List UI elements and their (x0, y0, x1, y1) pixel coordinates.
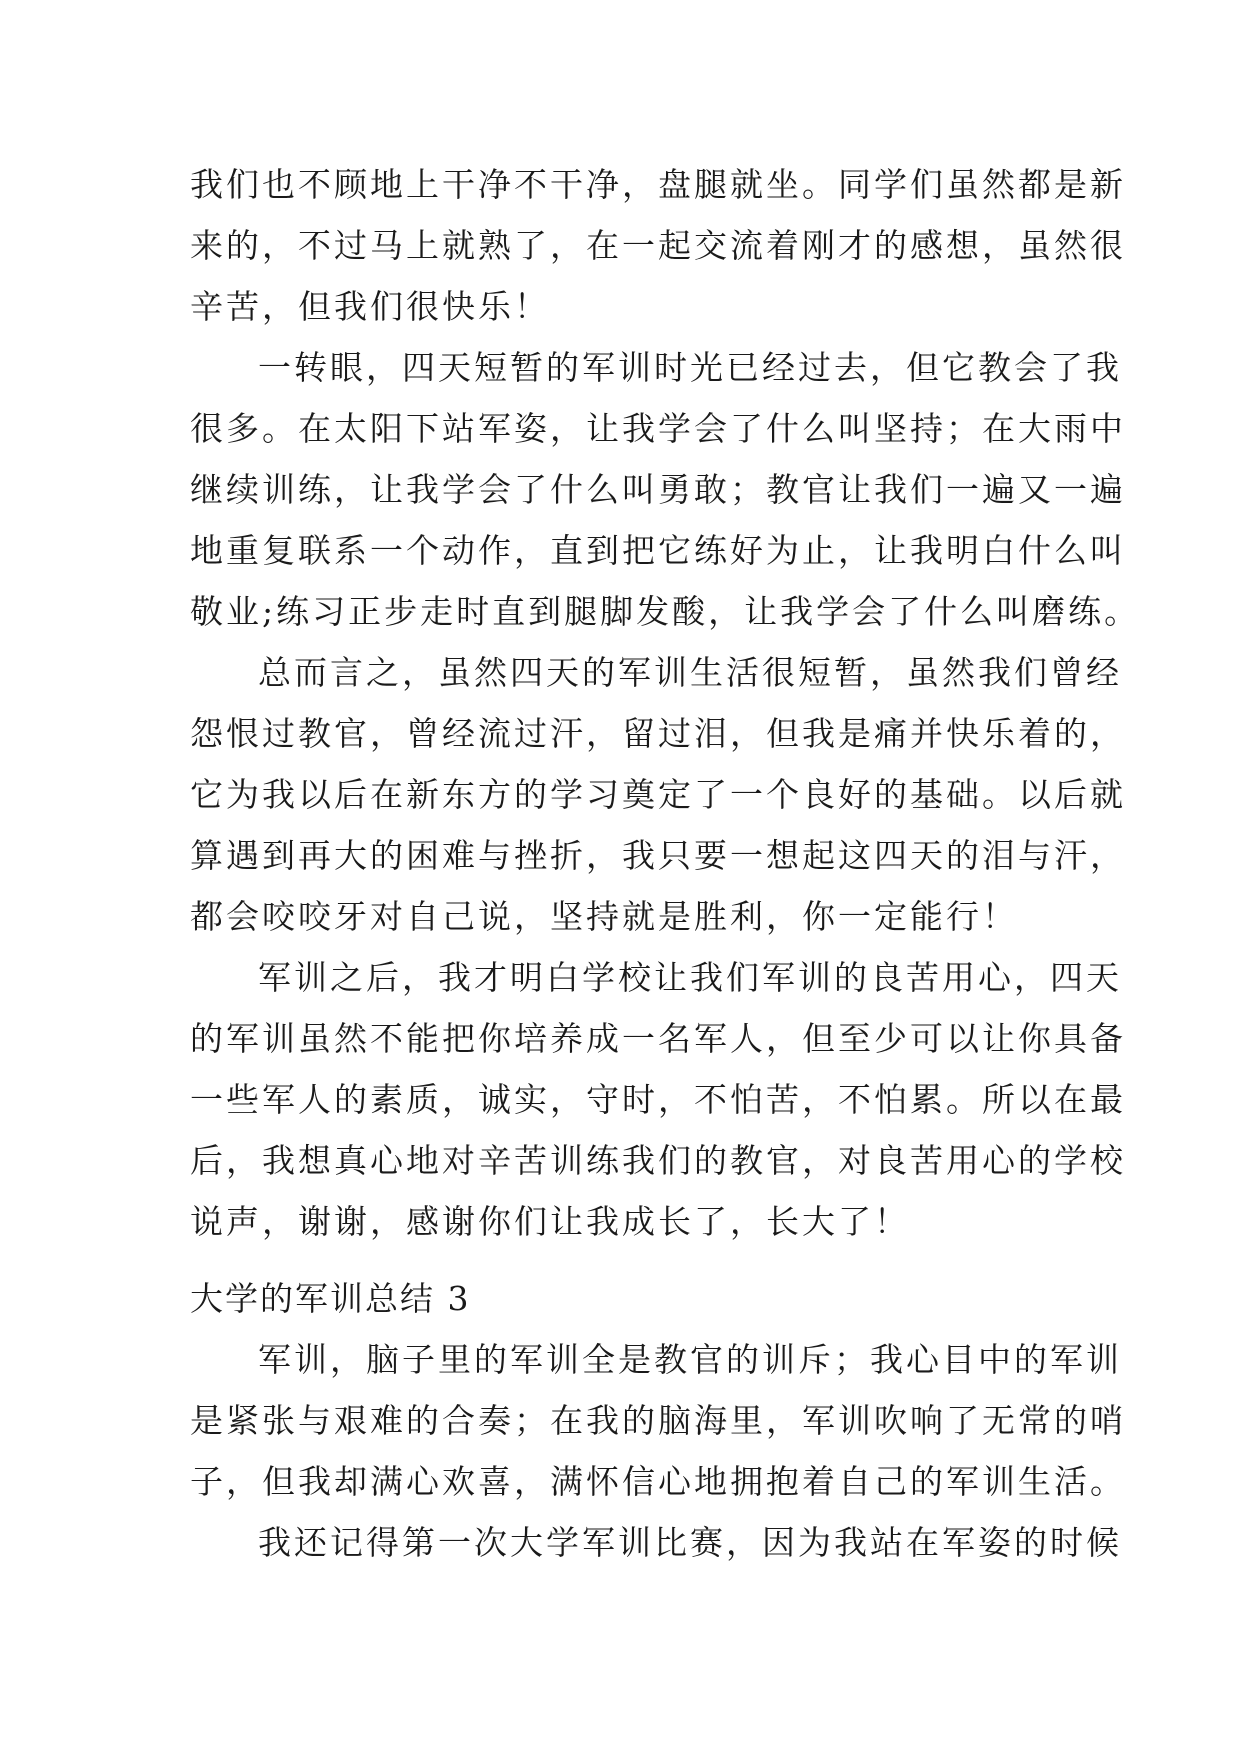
text-line: 来的，不过马上就熟了，在一起交流着刚才的感想，虽然很 (190, 226, 1126, 265)
body-text-part-1 (190, 154, 1141, 1252)
text-line: 辛苦，但我们很快乐！ (190, 287, 550, 326)
text-line: 后，我想真心地对辛苦训练我们的教官，对良苦用心的学校 (190, 1141, 1126, 1180)
text-line: 都会咬咬牙对自己说，坚持就是胜利，你一定能行！ (190, 897, 1018, 936)
text-line: 一转眼，四天短暂的军训时光已经过去，但它教会了我 (258, 348, 1122, 387)
text-line: 总而言之，虽然四天的军训生活很短暂，虽然我们曾经 (258, 653, 1122, 692)
text-line: 军训之后，我才明白学校让我们军训的良苦用心，四天 (258, 958, 1122, 997)
body-text-part-2 (190, 1329, 1126, 1573)
text-line: 算遇到再大的困难与挫折，我只要一想起这四天的泪与汗， (190, 836, 1126, 875)
text-line: 怨恨过教官，曾经流过汗，留过泪，但我是痛并快乐着的， (190, 714, 1126, 753)
text-line: 的军训虽然不能把你培养成一名军人，但至少可以让你具备 (190, 1019, 1126, 1058)
text-line: 很多。在太阳下站军姿，让我学会了什么叫坚持；在大雨中 (190, 409, 1126, 448)
text-line: 说声，谢谢，感谢你们让我成长了，长大了！ (190, 1202, 910, 1241)
text-line: 我还记得第一次大学军训比赛，因为我站在军姿的时候 (258, 1523, 1122, 1562)
text-line: 是紧张与艰难的合奏；在我的脑海里，军训吹响了无常的哨 (190, 1401, 1126, 1440)
section-title: 大学的军训总结 3 (190, 1279, 471, 1318)
text-line: 一些军人的素质，诚实，守时，不怕苦，不怕累。所以在最 (190, 1080, 1126, 1119)
text-line: 继续训练，让我学会了什么叫勇敢；教官让我们一遍又一遍 (190, 470, 1126, 509)
text-line: 敬业;练习正步走时直到腿脚发酸，让我学会了什么叫磨练。 (190, 592, 1141, 631)
text-line: 地重复联系一个动作，直到把它练好为止，让我明白什么叫 (190, 531, 1126, 570)
text-line: 我们也不顾地上干净不干净，盘腿就坐。同学们虽然都是新 (190, 165, 1126, 204)
text-line: 军训，脑子里的军训全是教官的训斥；我心目中的军训 (258, 1340, 1122, 1379)
text-line: 子，但我却满心欢喜，满怀信心地拥抱着自己的军训生活。 (190, 1462, 1126, 1501)
text-line: 它为我以后在新东方的学习奠定了一个良好的基础。以后就 (190, 775, 1126, 814)
